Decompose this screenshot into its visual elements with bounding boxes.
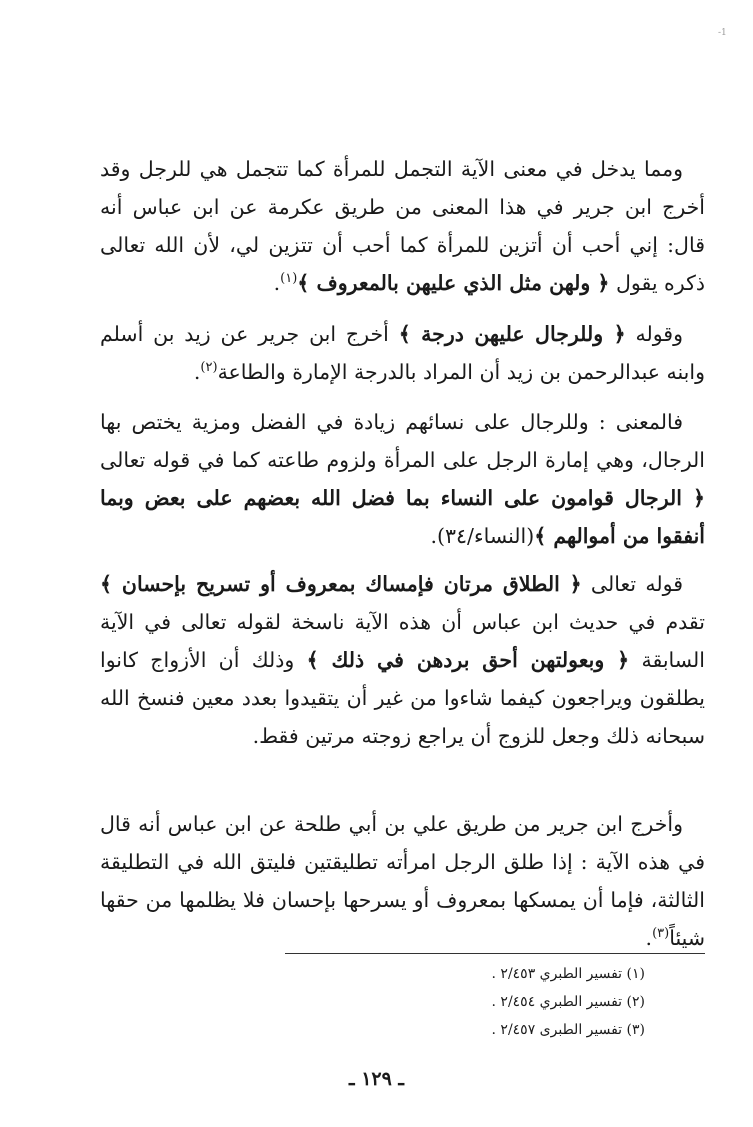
- paragraph-text: [100, 150, 705, 302]
- text-segment: .: [273, 271, 281, 295]
- verse-reference: (النساء/٣٤).: [430, 524, 535, 548]
- paragraph-2: [100, 315, 705, 391]
- paragraph-3: [100, 403, 705, 555]
- quran-verse: ﴿ وللرجال عليهن درجة ﴾: [398, 322, 626, 346]
- text-segment: .: [645, 926, 653, 950]
- text-segment: وذلك أن الأزواج كانوا يطلقون ويراجعون كيفما شاءوا من غير أن يتقيدوا بعدد معين فنسخ الله سبحانه ذلك وجعل للزوج أن يراجع زوجته مرتين فقط.: [100, 648, 705, 748]
- paragraph-text: [100, 403, 705, 555]
- paragraph-text: [100, 805, 705, 957]
- text-segment: فالمعنى : وللرجال على نسائهم زيادة في الفضل ومزية يختص بها الرجال، وهي إمارة الرجل على المرأة ولزوم طاعته كما في قوله تعالى: [100, 410, 705, 472]
- footnote-divider: [285, 953, 705, 954]
- text-segment: أخرج ابن جرير عن زيد بن أسلم وابنه عبدالرحمن بن زيد أن المراد بالدرجة الإمارة والطاعة: [100, 322, 705, 384]
- paragraph-1: [100, 150, 705, 302]
- text-segment: تقدم في حديث ابن عباس أن هذه الآية ناسخة لقوله تعالى في الآية السابقة: [100, 610, 706, 672]
- footnote-1: (١) تفسير الطبري ٢/٤٥٣ .: [491, 966, 645, 982]
- text-segment: ومما يدخل في معنى الآية التجمل للمرأة كما تتجمل هي للرجل وقد أخرج ابن جرير في هذا المعنى من طريق عكرمة عن ابن عباس أنه قال: إني أحب أن أتزين للمرأة كما أحب أن تتزين لي، لأن الله تعالى ذكره يقول: [100, 157, 706, 295]
- quran-verse: ﴿ ولهن مثل الذي عليهن بالمعروف ﴾: [297, 271, 610, 295]
- paragraph-text: [100, 315, 705, 391]
- paragraph-5: [100, 805, 705, 957]
- footnote-3: (٣) تفسير الطبرى ٢/٤٥٧ .: [491, 1022, 645, 1038]
- quran-verse: ﴿ الطلاق مرتان فإمساك بمعروف أو تسريح بإحسان ﴾: [100, 572, 582, 596]
- corner-mark: -1: [718, 28, 727, 38]
- text-segment: .: [193, 360, 201, 384]
- quran-verse: ﴿ وبعولتهن أحق بردهن في ذلك ﴾: [306, 648, 630, 672]
- text-segment: وأخرج ابن جرير من طريق علي بن أبي طلحة عن ابن عباس أنه قال في هذه الآية : إذا طلق الرجل امرأته تطليقتين فليتق الله في التطليقة الثالثة، فإما أن يمسكها بمعروف أو يسرحها بإحسان فلا يظلمها من حقها شيئاً: [100, 812, 705, 950]
- footnote-ref-1: (١): [280, 271, 298, 287]
- text-segment: قوله تعالى: [581, 572, 683, 596]
- footnotes-list: [300, 960, 645, 1044]
- footnote-ref-2: (٢): [200, 360, 218, 376]
- paragraph-4: [100, 565, 705, 755]
- paragraph-text: [100, 565, 705, 755]
- footnote-ref-3: (٣): [652, 926, 670, 942]
- page-number: ـ ١٢٩ ـ: [349, 1068, 404, 1090]
- text-segment: وقوله: [625, 322, 683, 346]
- footnote-2: (٢) تفسير الطبري ٢/٤٥٤ .: [491, 994, 645, 1010]
- quran-verse: ﴿ الرجال قوامون على النساء بما فضل الله بعضهم على بعض وبما أنفقوا من أموالهم ﴾: [100, 486, 705, 548]
